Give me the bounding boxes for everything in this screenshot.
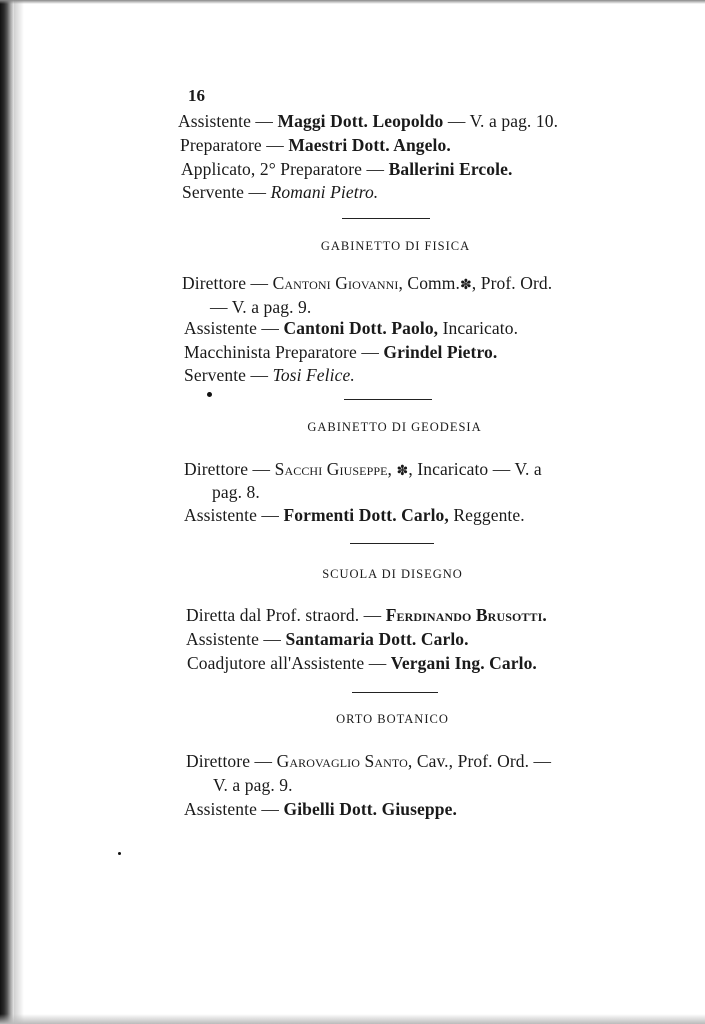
role-label: Diretta dal Prof. straord. —	[186, 605, 382, 625]
section-heading-botanico: ORTO BOTANICO	[336, 712, 449, 726]
section-heading-disegno: SCUOLA DI DISEGNO	[322, 567, 463, 581]
staff-line	[186, 605, 547, 626]
title-text: Incaricato.	[442, 318, 519, 338]
page-reference: V. a pag. 9.	[213, 775, 293, 795]
staff-line	[181, 159, 512, 180]
decoration-star-icon: ✽	[396, 464, 409, 479]
ink-spot	[118, 852, 121, 855]
title-text: Cav., Prof. Ord. —	[416, 751, 552, 771]
staff-line	[184, 505, 525, 526]
book-spine-shadow	[0, 0, 14, 1024]
staff-name: Gibelli Dott. Giuseppe.	[283, 799, 457, 819]
staff-line	[184, 318, 518, 339]
staff-line	[186, 629, 469, 650]
page-top-edge	[0, 0, 705, 4]
staff-line	[182, 273, 552, 294]
staff-name: Ferdinando Brusotti.	[385, 605, 547, 625]
staff-name: Ballerini Ercole.	[388, 159, 513, 179]
title-text: Reggente.	[453, 505, 525, 525]
staff-line-continuation	[210, 297, 311, 318]
decoration-star-icon: ✽	[459, 278, 472, 293]
title-text: , Incaricato — V. a	[408, 459, 542, 479]
staff-name: Cantoni Dott. Paolo,	[283, 318, 439, 338]
staff-name: Cantoni Giovanni,	[272, 273, 403, 293]
role-label: Direttore —	[184, 459, 271, 479]
staff-line-continuation	[212, 482, 260, 503]
section-divider	[344, 399, 432, 400]
section-divider	[352, 692, 438, 693]
page-number: 16	[188, 86, 205, 105]
role-label: Preparatore —	[180, 135, 284, 155]
staff-line	[184, 342, 497, 363]
staff-line	[178, 111, 558, 132]
staff-name: Sacchi Giuseppe,	[274, 459, 393, 479]
staff-name: Maggi Dott. Leopoldo	[277, 111, 444, 131]
role-label: Applicato, 2° Preparatore —	[181, 159, 385, 179]
section-heading-fisica: GABINETTO DI FISICA	[320, 239, 471, 253]
staff-name: Garovaglio Santo,	[276, 751, 413, 771]
role-label: Servente —	[182, 182, 267, 202]
staff-line	[184, 365, 355, 386]
role-label: Coadjutore all'Assistente —	[187, 653, 387, 673]
page-bottom-edge	[0, 1014, 705, 1024]
staff-line	[180, 135, 451, 156]
role-label: Assistente —	[184, 505, 280, 525]
title-text: , Prof. Ord.	[471, 273, 553, 293]
role-label: Macchinista Preparatore —	[184, 342, 379, 362]
section-heading-geodesia: GABINETTO DI GEODESIA	[307, 420, 482, 434]
role-label: Assistente —	[186, 629, 282, 649]
role-label: Assistente —	[178, 111, 274, 131]
staff-name: Santamaria Dott. Carlo.	[285, 629, 469, 649]
staff-line-continuation	[213, 775, 293, 796]
page-reference: — V. a pag. 10.	[447, 111, 559, 131]
staff-line	[187, 653, 537, 674]
staff-name: Romani Pietro.	[270, 182, 379, 202]
staff-line	[184, 799, 457, 820]
role-label: Direttore —	[186, 751, 273, 771]
spine-gradient	[14, 0, 24, 1024]
page-reference: pag. 8.	[212, 482, 260, 502]
staff-name: Vergani Ing. Carlo.	[390, 653, 537, 673]
honorific: Comm.	[407, 273, 460, 293]
staff-name: Formenti Dott. Carlo,	[283, 505, 449, 525]
staff-line	[186, 751, 551, 772]
role-label: Direttore —	[182, 273, 269, 293]
staff-name: Grindel Pietro.	[383, 342, 498, 362]
role-label: Assistente —	[184, 318, 280, 338]
staff-name: Maestri Dott. Angelo.	[288, 135, 451, 155]
role-label: Assistente —	[184, 799, 280, 819]
page-reference: — V. a pag. 9.	[210, 297, 312, 317]
staff-name: Tosi Felice.	[272, 365, 355, 385]
role-label: Servente —	[184, 365, 269, 385]
section-divider	[350, 543, 434, 544]
section-divider	[342, 218, 430, 219]
staff-line	[182, 182, 378, 203]
staff-line	[184, 459, 542, 480]
ink-spot	[207, 392, 212, 397]
